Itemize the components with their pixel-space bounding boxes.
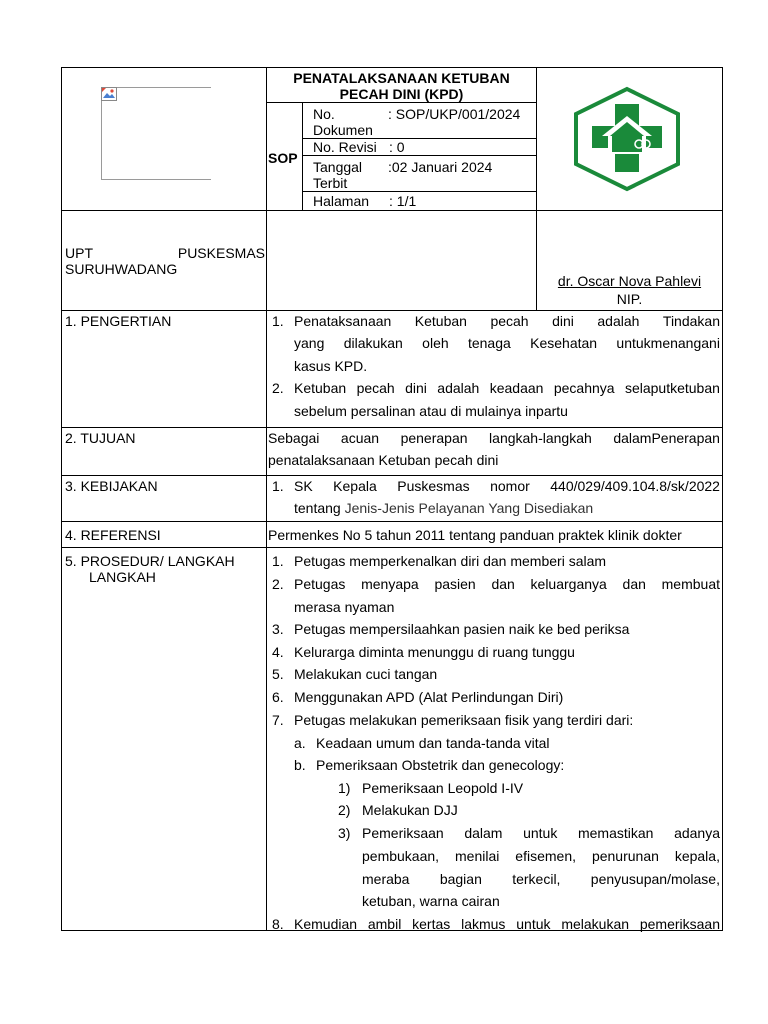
revision-label: No. Revisi xyxy=(313,139,377,155)
section-label-pengertian: 1. PENGERTIAN xyxy=(65,313,172,329)
reference-text: Permenkes No 5 tahun 2011 tentang panduan praktek klinik dokter xyxy=(268,527,682,543)
table-border-right xyxy=(722,67,723,931)
list-number: 3) xyxy=(338,825,351,841)
organization-name: UPT PUSKESMAS xyxy=(65,245,265,261)
puskesmas-cross-logo xyxy=(572,86,682,192)
page-label: Halaman xyxy=(313,193,370,209)
organization-name-line2: SURUHWADANG xyxy=(65,261,178,277)
divider xyxy=(61,475,723,476)
list-letter: b. xyxy=(294,757,306,773)
list-number: 4. xyxy=(272,644,284,660)
revision-value: : 0 xyxy=(389,139,405,155)
policy-line: tentang Jenis-Jenis Pelayanan Yang Disediakan xyxy=(294,500,594,516)
list-number: 1. xyxy=(272,478,284,494)
section-label-kebijakan: 3. KEBIJAKAN xyxy=(65,478,158,494)
page-value: : 1/1 xyxy=(389,193,417,209)
procedure-step: Petugas memperkenalkan diri dan memberi salam xyxy=(294,553,607,569)
divider xyxy=(302,191,537,192)
list-number: 2. xyxy=(272,576,284,592)
signer-name: dr. Oscar Nova Pahlevi xyxy=(557,273,702,289)
table-border-left xyxy=(61,67,62,931)
table-border-top xyxy=(61,67,723,68)
divider xyxy=(266,102,537,103)
purpose-line: penatalaksanaan Ketuban pecah dini xyxy=(268,452,499,468)
procedure-substep: Pemeriksaan Obstetrik dan genecology: xyxy=(316,757,565,773)
divider xyxy=(266,310,267,931)
procedure-subsubstep: Pemeriksaan dalam untuk memastikan adanya xyxy=(362,825,720,841)
procedure-subsubstep: meraba bagian terkecil, penyusupan/molase, xyxy=(362,871,720,887)
divider xyxy=(302,155,537,156)
procedure-subsubstep: pembukaan, menilai efisemen, penurunan kepala, xyxy=(362,848,720,864)
list-number: 3. xyxy=(272,621,284,637)
section-label-prosedur: LANGKAH xyxy=(89,569,156,585)
procedure-substep: Keadaan umum dan tanda-tanda vital xyxy=(316,735,550,751)
list-number: 6. xyxy=(272,689,284,705)
list-number: 1. xyxy=(272,553,284,569)
procedure-step: merasa nyaman xyxy=(294,599,395,615)
list-number: 1) xyxy=(338,780,351,796)
broken-image-icon xyxy=(101,87,117,101)
divider xyxy=(302,103,303,211)
procedure-step: Kelurarga diminta menunggu di ruang tunggu xyxy=(294,644,575,660)
procedure-step: Petugas menyapa pasien dan keluarganya dan membuat xyxy=(294,576,720,592)
doc-number-value: : SOP/UKP/001/2024 xyxy=(388,106,521,122)
procedure-subsubstep: Pemeriksaan Leopold I-IV xyxy=(362,780,524,796)
purpose-line: Sebagai acuan penerapan langkah-langkah dalamPenerapan xyxy=(268,430,720,446)
procedure-step: Menggunakan APD (Alat Perlindungan Diri) xyxy=(294,689,564,705)
procedure-subsubstep: ketuban, warna cairan xyxy=(362,893,500,909)
list-number: 5. xyxy=(272,666,284,682)
definition-line: sebelum persalinan atau di mulainya inpartu xyxy=(294,403,568,419)
list-letter: a. xyxy=(294,735,306,751)
definition-line: kasus KPD. xyxy=(294,358,368,374)
list-number: 8. xyxy=(272,916,284,932)
section-label-prosedur: 5. PROSEDUR/ LANGKAH xyxy=(65,553,235,569)
section-label-tujuan: 2. TUJUAN xyxy=(65,430,136,446)
divider xyxy=(61,210,723,211)
signer-nip: NIP. xyxy=(616,291,643,307)
section-label-referensi: 4. REFERENSI xyxy=(65,527,161,543)
doc-number-label: No. Dokumen xyxy=(313,106,373,138)
definition-line: Ketuban pecah dini adalah keadaan pecahnya selaputketuban xyxy=(294,380,720,396)
list-number: 2. xyxy=(272,380,284,396)
definition-line: yang dilakukan oleh tenaga Kesehatan untukmenangani xyxy=(294,335,720,351)
list-number: 1. xyxy=(272,313,284,329)
list-number: 7. xyxy=(272,712,284,728)
issue-date-value: :02 Januari 2024 xyxy=(388,159,493,175)
divider xyxy=(266,67,267,311)
divider xyxy=(61,427,723,428)
divider xyxy=(61,310,723,311)
procedure-subsubstep: Melakukan DJJ xyxy=(362,802,458,818)
procedure-step: Kemudian ambil kertas lakmus untuk melakukan pemeriksaan xyxy=(294,916,720,932)
divider xyxy=(61,521,723,522)
list-number: 2) xyxy=(338,802,351,818)
divider xyxy=(61,547,723,548)
procedure-step: Petugas melakukan pemeriksaan fisik yang terdiri dari: xyxy=(294,712,634,728)
sop-label: SOP xyxy=(268,150,298,166)
document-title: PENATALAKSANAAN KETUBAN PECAH DINI (KPD) xyxy=(293,70,510,102)
puskesmas-logo-image xyxy=(101,87,211,180)
procedure-step: Petugas mempersilaahkan pasien naik ke bed periksa xyxy=(294,621,630,637)
procedure-step: Melakukan cuci tangan xyxy=(294,666,438,682)
policy-line: SK Kepala Puskesmas nomor 440/029/409.104.8/sk/2022 xyxy=(294,478,720,494)
definition-line: Penataksanaan Ketuban pecah dini adalah Tindakan xyxy=(294,313,720,329)
issue-date-label: Tanggal Terbit xyxy=(313,159,363,191)
